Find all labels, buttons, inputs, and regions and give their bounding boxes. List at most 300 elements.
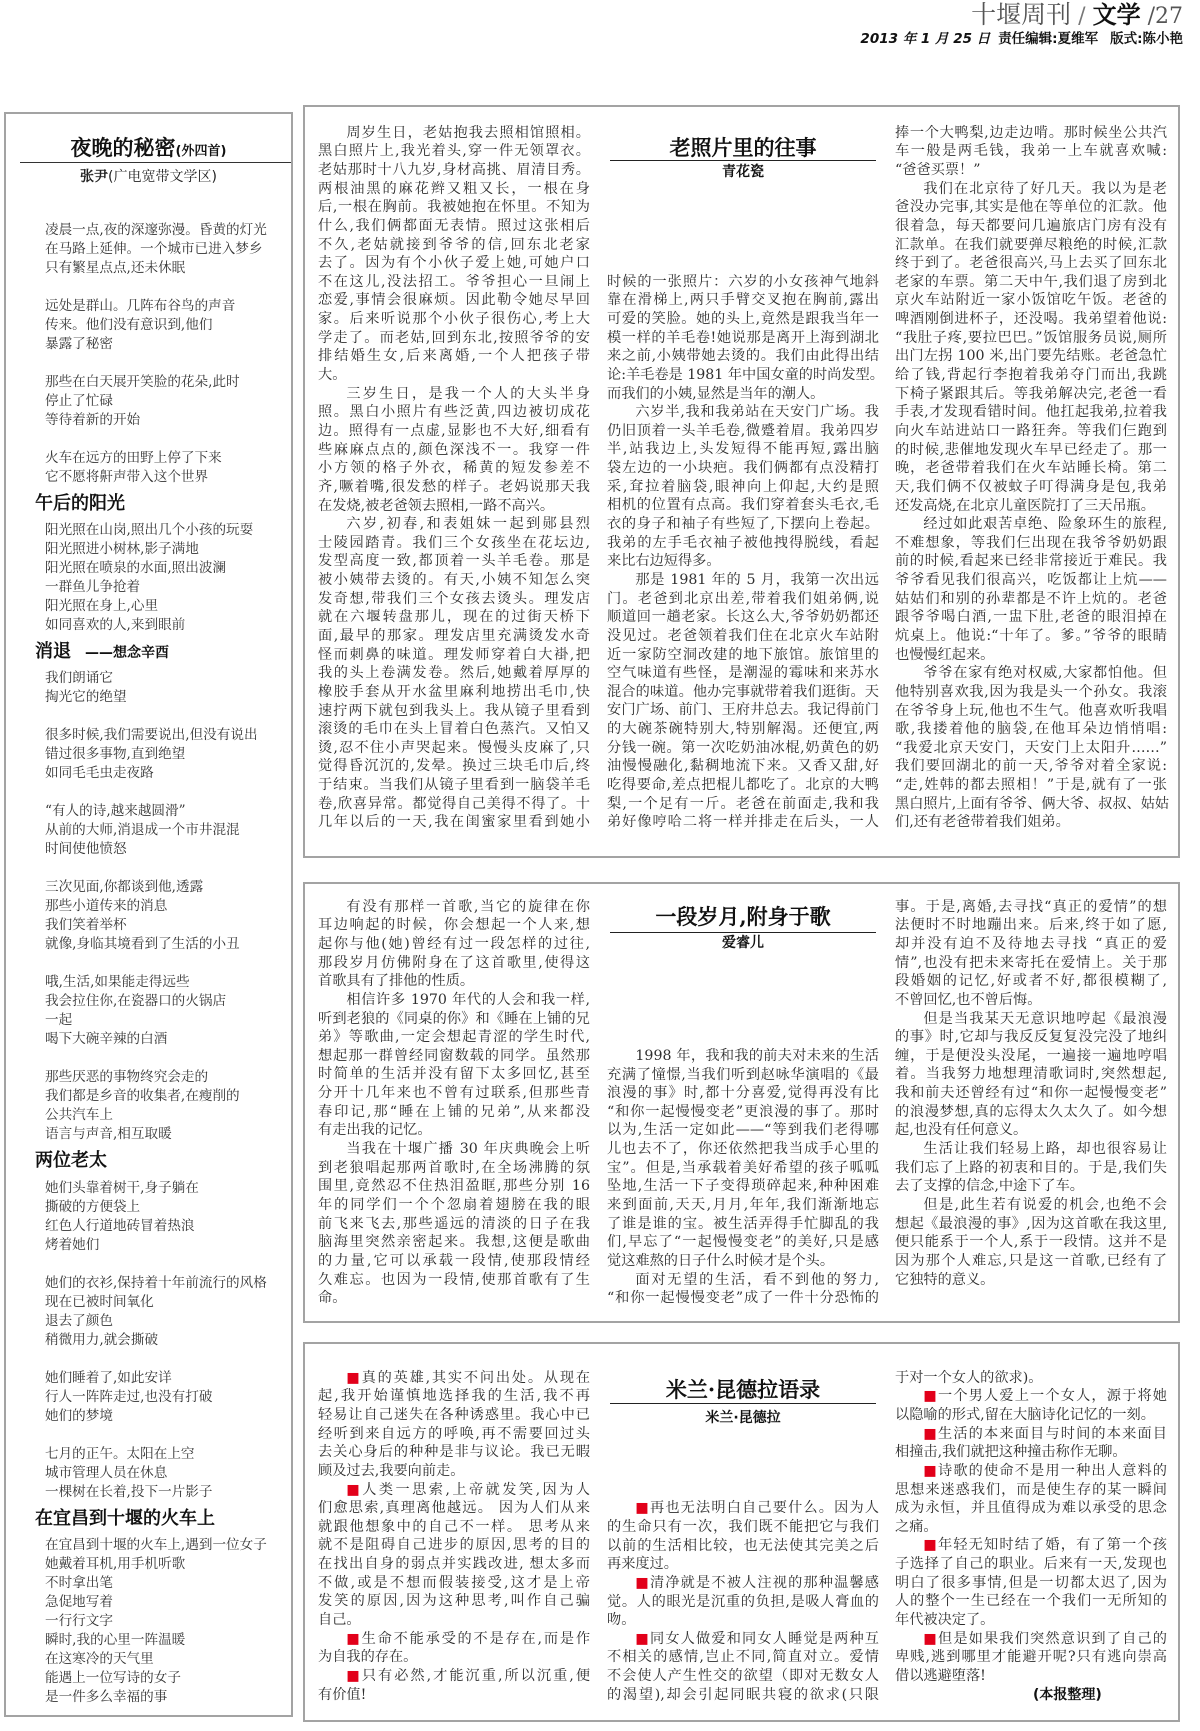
text-line: 六岁,初春,和表姐妹一起到郧县烈 bbox=[346, 516, 590, 533]
section-name: 文学 bbox=[1092, 0, 1141, 29]
text-line: 不久,老姑就接到爷爷的信,回东北老家 bbox=[318, 236, 590, 253]
text-line: 几年以后的一天,我在闺蜜家里看到她小 bbox=[318, 814, 590, 831]
text-line: 我的头上卷满发卷。然后,她戴着厚厚的 bbox=[318, 665, 590, 682]
text-line: 晚，老爸带着我们在火车站睡长椅。第二 bbox=[895, 460, 1167, 477]
text-line: 我和前夫还曾经有过“和你一起慢慢变老” bbox=[895, 1085, 1167, 1102]
text-line: 法便时不时地蹦出来。后来,终于如了愿, bbox=[895, 917, 1167, 934]
text-line: 却并没有迫不及待地去寻找 “真正的爱 bbox=[895, 935, 1167, 952]
poem-line: 一起 bbox=[45, 1012, 73, 1029]
poem-line: “有人的诗,越来越圆滑” bbox=[45, 803, 186, 820]
poem-heading bbox=[35, 635, 291, 669]
poem-line: 我们笑着举杯 bbox=[45, 917, 127, 934]
poem-line: 城市管理人员在休息 bbox=[45, 1464, 168, 1481]
text-line: 的生命只有一次，我们既不能把它与我们 bbox=[607, 1518, 879, 1535]
paragraph bbox=[895, 180, 1167, 516]
text-line: 很着急，每天都要问几遍旅店门房有没有 bbox=[895, 217, 1167, 234]
poem-line: 退去了颜色 bbox=[45, 1312, 113, 1329]
text-line: 论:羊毛卷是 1981 年中国女童的时尚发型。 bbox=[607, 366, 884, 383]
article-song bbox=[303, 882, 1180, 1323]
article-column bbox=[318, 898, 590, 1308]
text-line: 但是当我某天无意识地哼起《最浪漫 bbox=[923, 1010, 1167, 1027]
text-line: 炕桌上。他说:“十年了。爹。”爷爷的眼睛 bbox=[895, 627, 1167, 644]
title-rule bbox=[610, 932, 876, 933]
paragraph bbox=[607, 1499, 879, 1574]
article-column bbox=[895, 124, 1170, 832]
text-line: 天,我们俩不仅被蚊子叮得满身是包,我弟 bbox=[895, 478, 1167, 495]
stanza bbox=[45, 521, 291, 635]
text-line bbox=[895, 1630, 1167, 1649]
text-line: “和你一起慢慢变老”成了一件十分恐怖的 bbox=[607, 1290, 879, 1307]
text-line-content: 生活的本来面目与时间的本来面目 bbox=[937, 1425, 1167, 1442]
paragraph bbox=[318, 1140, 590, 1308]
poem-line: 她们睡着了,如此安详 bbox=[45, 1369, 172, 1386]
text-line: 烫,忍不住小声哭起来。慢慢头皮麻了,只 bbox=[318, 739, 590, 756]
text-line-content: 同女人做爱和同女人睡觉是两种互 bbox=[649, 1630, 879, 1647]
text-line bbox=[607, 1630, 879, 1649]
text-line: 着。当我努力地想理清歌词时,突然想起, bbox=[895, 1066, 1167, 1083]
text-line-content: 清净就是不被人注视的那种温馨感 bbox=[649, 1574, 879, 1591]
poem-line: 阳光照在山岗,照出几个小孩的玩耍 bbox=[45, 521, 254, 538]
text-line: 相机的位置有点高。我们穿着套头毛衣,毛 bbox=[607, 497, 879, 514]
text-line: 采,耷拉着脑袋,眼神向上仰起,大约是照 bbox=[607, 478, 879, 495]
poem-line: 公共汽车上 bbox=[45, 1107, 113, 1124]
article-column bbox=[895, 898, 1167, 1289]
text-line: 吻。 bbox=[607, 1612, 636, 1629]
article-old-photos bbox=[303, 105, 1180, 858]
text-line bbox=[895, 1425, 1167, 1444]
text-line: 半,站我边上,头发短得不能再短,露出脑 bbox=[607, 441, 879, 458]
text-line bbox=[318, 1667, 590, 1686]
poem-line: 就像,身临其境看到了生活的小丑 bbox=[45, 936, 240, 953]
poem-line: 她们头靠着树干,身子躺在 bbox=[45, 1179, 199, 1196]
text-line bbox=[318, 1630, 590, 1649]
text-line: 有没有那样一首歌,当它的旋律在你 bbox=[346, 898, 590, 915]
poem-line: 三次见面,你都谈到他,透露 bbox=[45, 879, 204, 896]
text-line: 发型高度一致,都顶着一头羊毛卷。那是 bbox=[318, 553, 590, 570]
text-line: 充满了憧憬,当我们听到赵咏华演唱的《最 bbox=[607, 1066, 879, 1083]
editor-label: 责任编辑: bbox=[998, 31, 1058, 47]
poem-line: 现在已被时间氧化 bbox=[45, 1293, 154, 1310]
text-line: 周岁生日，老姑抱我去照相馆照相。 bbox=[346, 124, 590, 141]
text-line: 分开十几年来也不曾有过联系,但那些青 bbox=[318, 1085, 590, 1102]
text-line: 出门左拐 100 米,出门要先结账。老爸急忙 bbox=[895, 348, 1167, 365]
paragraph bbox=[318, 1481, 590, 1630]
text-line: 起,也没有任何意义。 bbox=[895, 1122, 1028, 1139]
paragraph bbox=[607, 1574, 879, 1630]
red-square-bullet-icon: ■ bbox=[346, 1667, 362, 1684]
text-line: 年代被决定了。 bbox=[895, 1612, 995, 1629]
text-line: 黑白照片上,我光着头,穿一件无领罩衣。 bbox=[318, 143, 590, 160]
poem-line: 传来。他们没有意识到,他们 bbox=[45, 316, 213, 333]
text-line: 模一样的羊毛卷!她说那是离开上海到湖北 bbox=[607, 329, 879, 346]
poem-heading-text: 两位老太 bbox=[35, 1150, 107, 1172]
text-line: 思想来迷惑我们，而是使生存的某一瞬间 bbox=[895, 1481, 1167, 1498]
text-line: 以为,生活一定如此——“等到我们老得哪 bbox=[607, 1122, 879, 1139]
text-line: 混合的味道。他办完事就带着我们逛街。天 bbox=[607, 683, 879, 700]
paragraph bbox=[318, 1369, 590, 1481]
text-line: 的事》时,它却与我反反复复没完没了地纠 bbox=[895, 1029, 1167, 1046]
text-line bbox=[318, 1369, 590, 1388]
text-line: 啤酒刚倒进杯子，还没喝。我弟望着他说: bbox=[895, 311, 1167, 328]
paragraph bbox=[895, 1387, 1167, 1424]
poem-heading-text: 在宜昌到十堰的火车上 bbox=[35, 1507, 215, 1529]
text-line: 久难忘。也因为一段情,使那首歌有了生 bbox=[318, 1271, 590, 1288]
text-line: 吃得要命,差点把棍儿都吃了。北京的大鸭 bbox=[607, 776, 879, 793]
text-line: 衣的身子和袖子有些短了,下摆向上卷起。 bbox=[607, 516, 879, 533]
text-line: 顾及过去,我要向前走。 bbox=[318, 1462, 465, 1479]
text-line: 弟》等歌曲,一定会想起青涩的学生时代, bbox=[318, 1029, 590, 1046]
poem-line: 语言与声音,相互取暖 bbox=[45, 1126, 172, 1143]
title-rule bbox=[610, 1403, 876, 1404]
text-line: 手表,才发现看错时间。他扛起我弟,拉着我 bbox=[895, 404, 1167, 421]
text-line: 在爷爷身上玩,他也不生气。他喜欢听我唱 bbox=[895, 702, 1167, 719]
text-line bbox=[895, 1462, 1167, 1481]
text-line: 就在六堰转盘那儿，现在的过街天桥下 bbox=[318, 609, 590, 626]
text-line: 空气味道有些怪，是潮湿的霉味和来苏水 bbox=[607, 665, 879, 682]
paragraph bbox=[607, 273, 884, 403]
article-column bbox=[607, 1499, 879, 1704]
text-line: “爸爸买票！” bbox=[895, 161, 981, 178]
text-line: 给了钱,背起行李抱着我弟夺门而出,我跳 bbox=[895, 367, 1167, 384]
text-line: 有价值! bbox=[318, 1686, 367, 1703]
text-line: 近一家防空洞改建的地下旅馆。旅馆里的 bbox=[607, 646, 879, 663]
text-line: 些麻麻点点的,颜色深浅不一。我穿一件 bbox=[318, 441, 590, 458]
text-line: 到老狼唱起那两首歌时,在全场沸腾的氛 bbox=[318, 1159, 590, 1176]
text-line: 齐,噘着嘴,很发愁的样子。老妈说那天我 bbox=[318, 478, 590, 495]
text-line: 前的时候,看起来已经非常接近于难民。我 bbox=[895, 553, 1167, 570]
poem-line: 我会拉住你,在瓷器口的火锅店 bbox=[45, 993, 227, 1010]
poem-line: 在马路上延伸。一个城市已进入梦乡 bbox=[45, 240, 263, 257]
text-line: 自己。 bbox=[318, 1612, 361, 1629]
text-line: 段婚姻的记忆,好或者不好,都很模糊了, bbox=[895, 973, 1167, 990]
stanza bbox=[45, 726, 291, 783]
text-line-content: 但是如果我们突然意识到了自己的 bbox=[937, 1630, 1167, 1647]
poem-line: 如同喜欢的人,来到眼前 bbox=[45, 616, 186, 633]
poem-line: 等待着新的开始 bbox=[45, 411, 141, 428]
poem-line: 阳光照在身上,心里 bbox=[45, 597, 159, 614]
text-line bbox=[895, 1387, 1167, 1406]
text-line: 车一般是两毛钱，我弟一上车就喜欢喊: bbox=[895, 143, 1167, 160]
paragraph bbox=[607, 1271, 879, 1308]
red-square-bullet-icon: ■ bbox=[635, 1574, 650, 1591]
text-line: 没见过。老爸领着我们住在北京火车站附 bbox=[607, 627, 879, 644]
poem-author: 张尹 bbox=[80, 169, 109, 185]
poem-line: 只有繁星点点,还未休眠 bbox=[45, 259, 186, 276]
text-line: 相撞击,我们就把这种撞击称作无聊。 bbox=[895, 1444, 1127, 1461]
poem-line: 凌晨一点,夜的深邃弥漫。昏黄的灯光 bbox=[45, 221, 267, 238]
masthead-separator: / bbox=[1071, 4, 1093, 29]
text-line: 去了支撑的信念,中途下了车。 bbox=[895, 1178, 1084, 1195]
text-line: 什么,我们俩都面无表情。照过这张相后 bbox=[318, 217, 590, 234]
text-line: 成为永恒，并且值得成为难以承受的思念 bbox=[895, 1500, 1167, 1517]
text-line: 儿也去不了，你还依然把我当成手心里的 bbox=[607, 1141, 879, 1158]
article-author: 爱睿儿 bbox=[722, 935, 764, 951]
article-title-block bbox=[607, 1344, 879, 1444]
poem-line: 如同毛毛虫走夜路 bbox=[45, 765, 154, 782]
text-line: 袋左边的一小块疤。我们俩都有点没精打 bbox=[607, 460, 879, 477]
text-line: 还发高烧,在北京儿童医院打了三天吊瓶。 bbox=[895, 497, 1155, 514]
red-square-bullet-icon: ■ bbox=[346, 1630, 362, 1647]
text-line: 不相关的感情,岂止不同,简直对立。爱情 bbox=[607, 1649, 879, 1666]
text-line: 弟好像哼哈二将一样并排走在后头，一人 bbox=[607, 814, 879, 831]
poem-heading-text: 午后的阳光 bbox=[35, 492, 125, 514]
text-line: 的力量,它可以承载一段情,使那段情经 bbox=[318, 1252, 590, 1269]
text-line: 我们在北京待了好几天。我以为是老 bbox=[923, 180, 1167, 197]
text-line: 边。照得有一点虚,显影也不大好,细看有 bbox=[318, 422, 590, 439]
text-line: 他特别喜欢我,因为我是头一个孙女。我滚 bbox=[895, 683, 1167, 700]
text-line: 的大碗茶碗特别大,特别解渴。还便宜,两 bbox=[607, 721, 879, 738]
poem-title-note: (外四首) bbox=[175, 144, 227, 159]
text-line: 当我在十堰广播 30 年庆典晚会上听 bbox=[346, 1141, 590, 1158]
poem-heading-text: 消退 bbox=[35, 640, 71, 662]
text-line: 怪而刺鼻的味道。理发师穿着白大褂,把 bbox=[318, 646, 590, 663]
text-line bbox=[318, 1481, 590, 1500]
text-line-content: 诗歌的使命不是用一种出人意料的 bbox=[937, 1462, 1167, 1479]
article-column bbox=[895, 1369, 1167, 1705]
text-line: 生活让我们轻易上路，却也很容易让 bbox=[923, 1141, 1167, 1158]
text-line: 但是,此生若有说爱的机会,也绝不会 bbox=[923, 1196, 1167, 1213]
stanza bbox=[45, 297, 291, 354]
text-line: 事。于是,离婚,去寻找“真正的爱情”的想 bbox=[895, 898, 1167, 915]
text-line: 大。 bbox=[318, 367, 347, 384]
text-line: 了谁是谁的宝。被生活弄得手忙脚乱的我 bbox=[607, 1215, 879, 1232]
article-title-block bbox=[607, 884, 879, 984]
text-line: 小方领的格子外衣，稀黄的短发参差不 bbox=[318, 460, 590, 477]
text-line bbox=[607, 1499, 879, 1518]
text-line: 来比右边短得多。 bbox=[607, 553, 721, 570]
article-author: 米兰·昆德拉 bbox=[705, 1410, 781, 1426]
text-line: 下椅子紧跟其后。等我弟解决完,老爸一看 bbox=[895, 385, 1167, 402]
text-line: 家。后来听说那个小伙子很伤心,考上大 bbox=[318, 311, 590, 328]
text-line: 后,一根在胸前。我被她抱在怀里。不知为 bbox=[318, 199, 590, 216]
text-line: 浪漫的事》时,都十分喜爱,觉得再没有比 bbox=[607, 1085, 879, 1102]
text-line: 学走了。而老姑,回到东北,按照爷爷的安 bbox=[318, 329, 590, 346]
text-line: 发笑的原因,因为这种思考,叫作自己骗 bbox=[318, 1593, 590, 1610]
red-square-bullet-icon: ■ bbox=[346, 1481, 363, 1498]
text-line: 宝”。但是,当承载着美好希望的孩子呱呱 bbox=[607, 1159, 879, 1176]
text-line: 我们要回湖北的前一天,爷爷对着全家说: bbox=[895, 758, 1167, 775]
text-line: 便只能系于一个人,系于一段情。这并不是 bbox=[895, 1234, 1167, 1251]
text-line: 油慢慢融化,黏稠地流下来。又香又甜,好 bbox=[607, 758, 879, 775]
text-line-content: 再也无法明白自己要什么。因为人 bbox=[649, 1500, 879, 1517]
text-line: 们,早忘了“一起慢慢变老”的美好,只是感 bbox=[607, 1234, 879, 1251]
text-line: 耳边响起的时候，你会想起一个人来,想 bbox=[318, 917, 590, 934]
text-line: 们愈思索,真理离他越远。 因为人们从来 bbox=[318, 1500, 590, 1517]
layout-label: 版式: bbox=[1110, 31, 1143, 47]
masthead bbox=[971, 0, 1183, 30]
poem-line: 远处是群山。几阵布谷鸟的声音 bbox=[45, 297, 236, 314]
text-line: 捧一个大鸭梨,边走边啃。那时候坐公共汽 bbox=[895, 124, 1167, 141]
poem-line: 那些厌恶的事物终究会走的 bbox=[45, 1069, 209, 1086]
poem-line: 我们都是乡音的收集者,在瘦削的 bbox=[45, 1088, 240, 1105]
stanza bbox=[45, 1445, 291, 1502]
article-column bbox=[607, 1047, 879, 1308]
text-line: 时简单的生活并没有留下太多回忆,甚至 bbox=[318, 1066, 590, 1083]
text-line: 爷爷看见我们很高兴，吃饭都让上炕—— bbox=[895, 572, 1167, 589]
text-line: 觉得昏沉沉的,发晕。换过三块毛巾后,终 bbox=[318, 758, 590, 775]
poem-body bbox=[35, 221, 291, 1708]
poem-heading bbox=[35, 1502, 291, 1536]
text-line: 以前的生活相比较，也无法使其完美之后 bbox=[607, 1537, 879, 1554]
poem-line: 错过很多事物,直到绝望 bbox=[45, 746, 186, 763]
dateline bbox=[860, 31, 1183, 47]
text-line: 卑贱,逃到哪里才能避开呢?只有逃向崇高 bbox=[895, 1649, 1167, 1666]
poem-line: 她戴着耳机,用手机听歌 bbox=[45, 1556, 186, 1573]
text-line: 坠地,生活一下子变得琐碎起来,种种困难 bbox=[607, 1178, 879, 1195]
red-square-bullet-icon: ■ bbox=[923, 1630, 938, 1647]
paragraph bbox=[318, 1630, 590, 1667]
text-line: 的时候,悲催地发现火车早已经走了。那一 bbox=[895, 441, 1167, 458]
text-line: 两根油黑的麻花辫又粗又长，一根在身 bbox=[318, 180, 590, 197]
text-line: 仍旧顶着一头羊毛卷,微蹙着眉。我弟四岁 bbox=[607, 422, 879, 439]
poem-line: 我们朗诵它 bbox=[45, 670, 113, 687]
text-line: 经过如此艰苦卓绝、险象环生的旅程, bbox=[923, 516, 1167, 533]
paragraph bbox=[895, 124, 1167, 180]
text-line: 经听到来自远方的呼唤,再不需要回过头 bbox=[318, 1425, 590, 1442]
text-line: 围里,竟然忍不住热泪盈眶,那些分别 16 bbox=[318, 1178, 590, 1195]
poem-line: 瞬时,我的心里一阵温暖 bbox=[45, 1632, 186, 1649]
text-line: 于对一个女人的欲求)。 bbox=[895, 1369, 1043, 1386]
paragraph bbox=[895, 1196, 1167, 1289]
poem-section bbox=[35, 635, 291, 1144]
text-line: 想起那一群曾经同窗数载的同学。虽然那 bbox=[318, 1047, 590, 1064]
text-line: 向火车站进站口一路狂奔。等我们仨跑到 bbox=[895, 422, 1167, 439]
poem-line: 从前的大师,消退成一个市井混混 bbox=[45, 822, 240, 839]
text-line: 那段岁月仿佛附身在了这首歌里,使得这 bbox=[318, 954, 590, 971]
text-line bbox=[607, 1574, 879, 1593]
text-line: 因为那个人难忘,只是这一首歌,已经有了 bbox=[895, 1252, 1167, 1269]
paragraph bbox=[895, 1010, 1167, 1140]
text-line: 速拧两下就包到我头上。我从镜子里看到 bbox=[318, 702, 590, 719]
poem-title bbox=[6, 134, 291, 162]
article-title: 老照片里的往事 bbox=[669, 135, 817, 160]
poem-line: 那些在白天展开笑脸的花朵,此时 bbox=[45, 373, 240, 390]
text-line: 姑姑们和别的孙辈都是不许上炕的。老爸 bbox=[895, 590, 1167, 607]
text-line: “我爱北京天安门，天安门上太阳升……” bbox=[895, 739, 1167, 756]
paragraph bbox=[607, 403, 879, 571]
text-line: 门。老爸到北京出差,带着我们姐弟俩,说 bbox=[607, 590, 879, 607]
text-line: 我弟的左手毛衣袖子被他拽得脱线，看起 bbox=[607, 534, 879, 551]
text-line: 跟爷爷喝白酒,一盅下肚,老爸的眼泪掉在 bbox=[895, 609, 1167, 626]
text-line: 排结婚生女,后来离婚,一个人把孩子带 bbox=[318, 348, 590, 365]
text-line: 就跟他想象中的自己不一样。 思考从来 bbox=[318, 1518, 590, 1535]
layout-editor-name: 陈小艳 bbox=[1142, 31, 1183, 47]
text-line: 汇款单。在我们就要弹尽粮绝的时候,汇款 bbox=[895, 236, 1167, 253]
text-line-content: 真的英雄,其实不问出处。从现在 bbox=[361, 1369, 591, 1386]
text-line: “我肚子疼,要拉巴巴。”饭馆服务员说,厕所 bbox=[895, 329, 1167, 346]
article-title-block bbox=[607, 107, 879, 207]
text-line: 来之前,小姨带她去烫的。我们由此得出结 bbox=[607, 348, 879, 365]
text-line bbox=[895, 1536, 1167, 1555]
poem-author-note: (广电宽带文学区) bbox=[108, 169, 217, 185]
poem-line: 不时拿出笔 bbox=[45, 1575, 113, 1592]
text-line-content: 年轻无知时结了婚，有了第一个孩 bbox=[937, 1537, 1167, 1554]
poem-line: 在这寒冷的天气里 bbox=[45, 1651, 154, 1668]
text-line: 老家的车票。第二天中午,我们退了房到北 bbox=[895, 273, 1167, 290]
stanza bbox=[45, 802, 291, 859]
poem-line: 稍微用力,就会撕破 bbox=[45, 1331, 159, 1348]
title-rule bbox=[610, 160, 876, 161]
text-line: 有走出我的记忆。 bbox=[318, 1122, 432, 1139]
poem-line: 能遇上一位写诗的女子 bbox=[45, 1670, 181, 1687]
article-title: 米兰·昆德拉语录 bbox=[665, 1377, 821, 1402]
poem-line: 一行行文字 bbox=[45, 1613, 113, 1630]
article-title: 一段岁月,附身于歌 bbox=[655, 904, 831, 929]
text-line: 命。 bbox=[318, 1290, 347, 1307]
paragraph bbox=[895, 515, 1167, 664]
paragraph bbox=[895, 1140, 1167, 1196]
text-line: 觉这难熬的日子什么时候才是个头。 bbox=[607, 1252, 835, 1269]
text-line: 照。黑白小照片有些泛黄,四边被切成花 bbox=[318, 404, 590, 421]
paragraph bbox=[318, 991, 590, 1140]
poem-byline bbox=[6, 169, 291, 185]
text-line-content: 只有必然,才能沉重,所以沉重,便 bbox=[361, 1667, 591, 1684]
text-line: 面对无望的生活，看不到他的努力, bbox=[635, 1271, 879, 1288]
paragraph bbox=[895, 1425, 1167, 1462]
text-line: 滚烫的毛巾在头上冒着白色蒸汽。又怕又 bbox=[318, 721, 590, 738]
text-line: 它独特的意义。 bbox=[895, 1271, 995, 1288]
text-line-content: 生命不能承受的不是存在,而是作 bbox=[361, 1630, 591, 1647]
poem-line: 时间使他愤怒 bbox=[45, 841, 127, 858]
publication-name: 十堰周刊 bbox=[971, 0, 1072, 29]
title-rule bbox=[20, 162, 291, 163]
text-line: 再来度过。 bbox=[607, 1556, 678, 1573]
paragraph bbox=[607, 1630, 879, 1705]
paragraph bbox=[607, 571, 879, 832]
text-line: 为自我的存在。 bbox=[318, 1649, 418, 1666]
poem-line: 哦,生活,如果能走得远些 bbox=[45, 974, 190, 991]
text-line: 不在这儿,没法招工。爷爷担心一旦闹上 bbox=[318, 273, 590, 290]
text-line: 首歌具有了排他的性质。 bbox=[318, 973, 475, 990]
source-credit: (本报整理) bbox=[1033, 1686, 1102, 1703]
poem-line: 那些小道传来的消息 bbox=[45, 898, 168, 915]
red-square-bullet-icon: ■ bbox=[923, 1425, 938, 1442]
stanza bbox=[45, 1179, 291, 1255]
poem-line: 她们的衣衫,保持着十年前流行的风格 bbox=[45, 1274, 267, 1291]
paragraph bbox=[895, 898, 1167, 1010]
text-line: 起,我开始谨慎地选择我的生活,我不再 bbox=[318, 1388, 590, 1405]
page-number: /27 bbox=[1140, 4, 1183, 29]
text-line: 六岁半,我和我弟站在天安门广场。我 bbox=[635, 404, 879, 421]
text-line: 的渴望),却会引起同眠共寝的欲求(只限 bbox=[607, 1686, 879, 1703]
poem-box bbox=[4, 112, 293, 1717]
text-line: 的浪漫梦想,真的忘得太久太久了。如今想 bbox=[895, 1103, 1167, 1120]
paragraph bbox=[895, 1462, 1167, 1537]
text-line: 士陵园踏青。我们三个女孩坐在花坛边, bbox=[318, 534, 590, 551]
text-line: 卷,欣喜异常。都觉得自己美得不得了。十 bbox=[318, 795, 590, 812]
poem-line: 撕破的方便袋上 bbox=[45, 1198, 141, 1215]
red-square-bullet-icon: ■ bbox=[923, 1537, 938, 1554]
text-line: 1998 年，我和我的前夫对未来的生活 bbox=[635, 1047, 879, 1064]
poem-heading bbox=[35, 1144, 291, 1178]
text-line: 爷爷在家有绝对权威,大家都怕他。但 bbox=[923, 665, 1167, 682]
poem-dedication: ——想念辛酉 bbox=[85, 644, 169, 661]
poem-heading bbox=[35, 487, 291, 521]
paragraph bbox=[318, 515, 590, 832]
poem-line: 红色人行道地砖冒着热浪 bbox=[45, 1217, 195, 1234]
text-line: 轻易让自己迷失在各种诱惑里。我心中已 bbox=[318, 1406, 590, 1423]
text-line: 于结束。当我们从镜子里看到一脑袋羊毛 bbox=[318, 777, 590, 794]
poem-line: 一群鱼儿争抢着 bbox=[45, 578, 141, 595]
text-line: 之痛。 bbox=[895, 1518, 938, 1535]
article-kundera-quotes bbox=[303, 1342, 1180, 1722]
poem-line: 掏光它的绝望 bbox=[45, 689, 127, 706]
article-column bbox=[318, 1369, 590, 1705]
text-line: 歌,我搂着他的脑袋,在他耳朵边悄悄唱: bbox=[895, 721, 1167, 738]
text-line: 被小姨带去烫的。有天,小姨不知怎么突 bbox=[318, 572, 590, 589]
poem-line: 火车在远方的田野上停了下来 bbox=[45, 449, 222, 466]
poem-line: 很多时候,我们需要说出,但没有说出 bbox=[45, 727, 258, 744]
